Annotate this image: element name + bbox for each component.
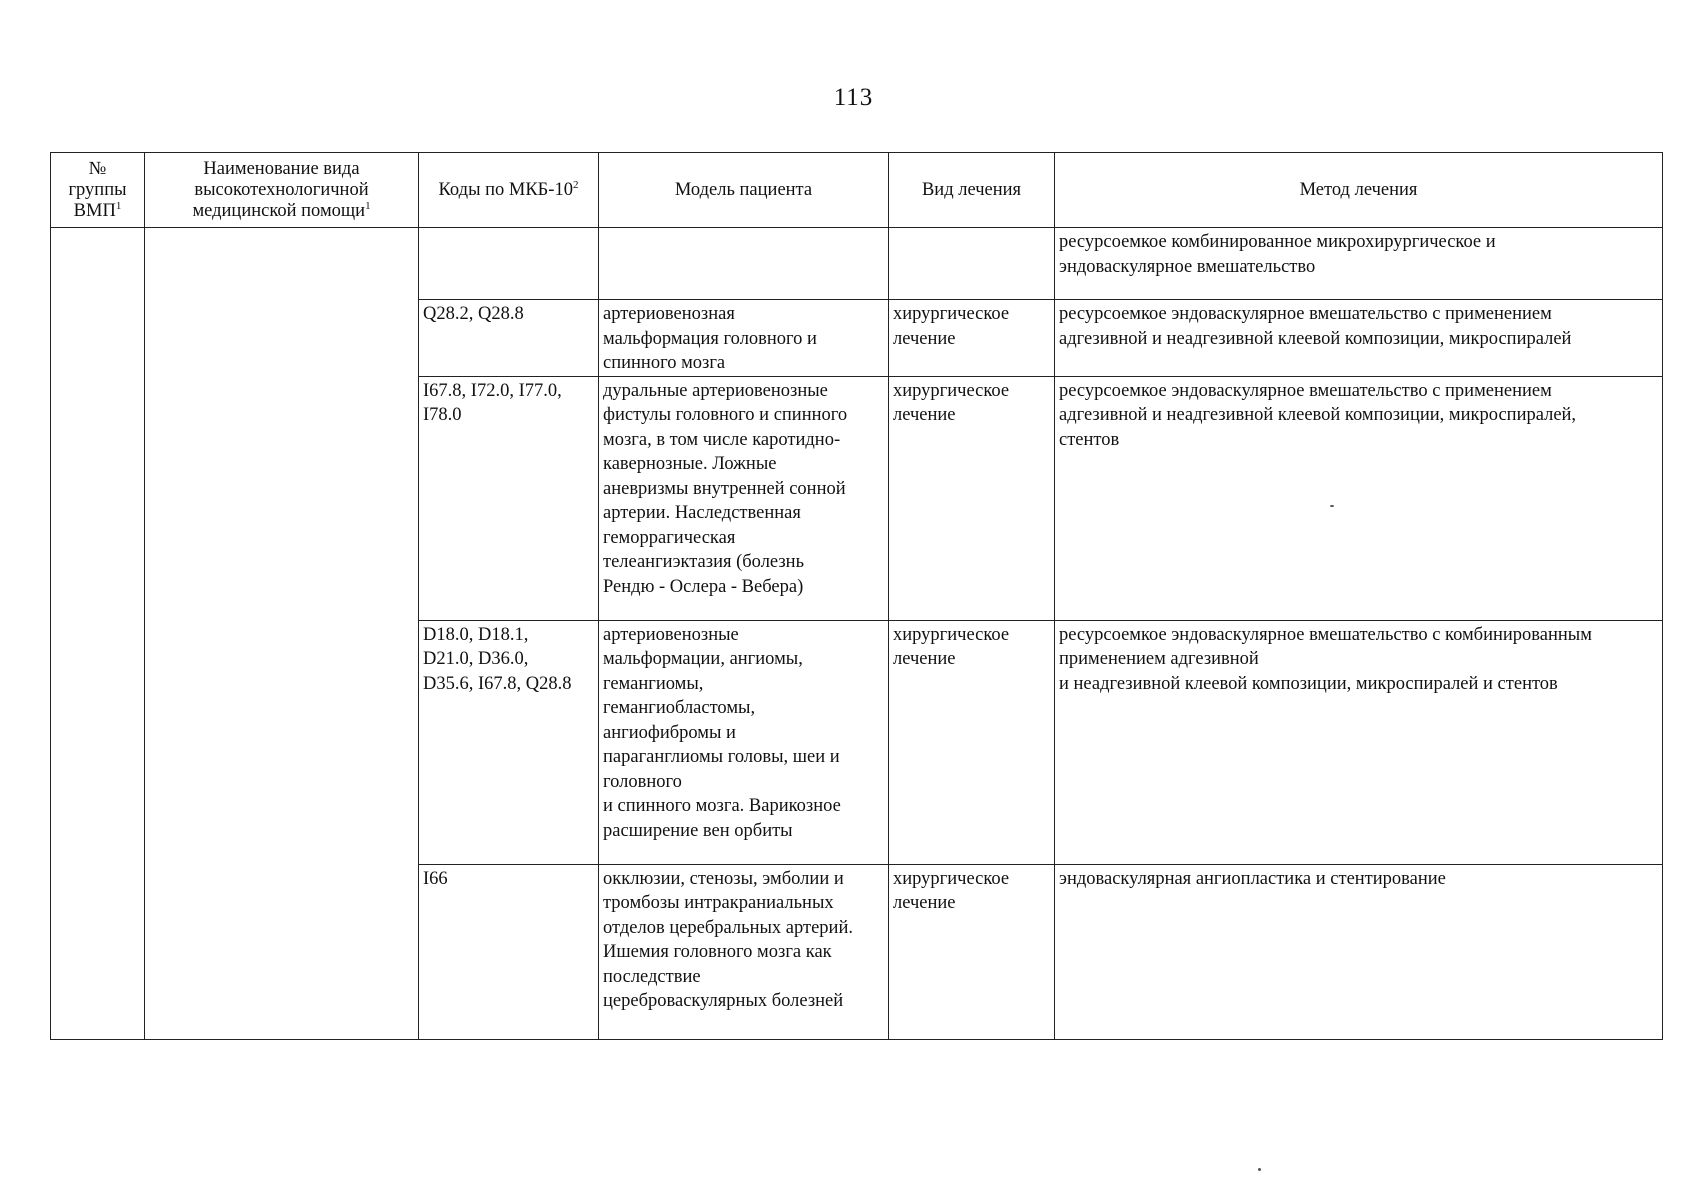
header-group-number: № группы ВМП$^1$ xyxy=(51,153,145,228)
group-number-cell xyxy=(51,228,145,1040)
patient-model-cell: дуральные артериовенозные фистулы головного и спинного мозга, в том числе каротидно- кавернозные. Ложные аневризмы внутренней сонной артерии. Наследственная геморрагическая телеангиэктазия (болезнь Рендю - Ослера - Вебера) xyxy=(599,376,889,620)
header-icd-codes: Коды по МКБ-$10^2$ xyxy=(419,153,599,228)
scan-speck xyxy=(1330,505,1334,507)
patient-model-cell: окклюзии, стенозы, эмболии и тромбозы интракраниальных отделов церебральных артерий. Ишемия головного мозга как последствие цереброваскулярных болезней xyxy=(599,864,889,1039)
treatment-method-cell: ресурсоемкое комбинированное микрохирургическое и эндоваскулярное вмешательство xyxy=(1055,228,1663,300)
header-care-type-name: Наименование вида высокотехнологичной медицинской помощи$^1$ xyxy=(145,153,419,228)
patient-model-cell xyxy=(599,228,889,300)
treatment-method-cell: ресурсоемкое эндоваскулярное вмешательство с применением адгезивной и неадгезивной клеевой композиции, микроспиралей xyxy=(1055,300,1663,377)
table-row xyxy=(51,228,1663,300)
icd-codes-cell xyxy=(419,228,599,300)
treatment-type-cell: хирургическое лечение xyxy=(889,300,1055,377)
treatment-table xyxy=(50,152,1663,1040)
treatment-type-cell: хирургическое лечение xyxy=(889,864,1055,1039)
treatment-type-cell: хирургическое лечение xyxy=(889,376,1055,620)
care-type-name-cell xyxy=(145,228,419,1040)
treatment-type-cell xyxy=(889,228,1055,300)
icd-codes-cell: Q28.2, Q28.8 xyxy=(419,300,599,377)
header-treatment-method: Метод лечения xyxy=(1055,153,1663,228)
icd-codes-cell: I67.8, I72.0, I77.0, I78.0 xyxy=(419,376,599,620)
icd-codes-cell: D18.0, D18.1, D21.0, D36.0, D35.6, I67.8, Q28.8 xyxy=(419,620,599,864)
patient-model-cell: артериовенозная мальформация головного и спинного мозга xyxy=(599,300,889,377)
scan-speck xyxy=(1258,1168,1261,1171)
page-number: 113 xyxy=(833,84,874,111)
header-patient-model: Модель пациента xyxy=(599,153,889,228)
table-header-row xyxy=(51,153,1663,228)
treatment-type-cell: хирургическое лечение xyxy=(889,620,1055,864)
patient-model-cell: артериовенозные мальформации, ангиомы, гемангиомы, гемангиобластомы, ангиофибромы и параганглиомы головы, шеи и головного и спинного мозга. Варикозное расширение вен орбиты xyxy=(599,620,889,864)
treatment-method-cell: ресурсоемкое эндоваскулярное вмешательство с применением адгезивной и неадгезивной клеевой композиции, микроспиралей, стентов xyxy=(1055,376,1663,620)
treatment-method-cell: эндоваскулярная ангиопластика и стентирование xyxy=(1055,864,1663,1039)
treatment-method-cell: ресурсоемкое эндоваскулярное вмешательство с комбинированным применением адгезивной и неадгезивной клеевой композиции, микроспиралей и стентов xyxy=(1055,620,1663,864)
header-treatment-type: Вид лечения xyxy=(889,153,1055,228)
icd-codes-cell: I66 xyxy=(419,864,599,1039)
